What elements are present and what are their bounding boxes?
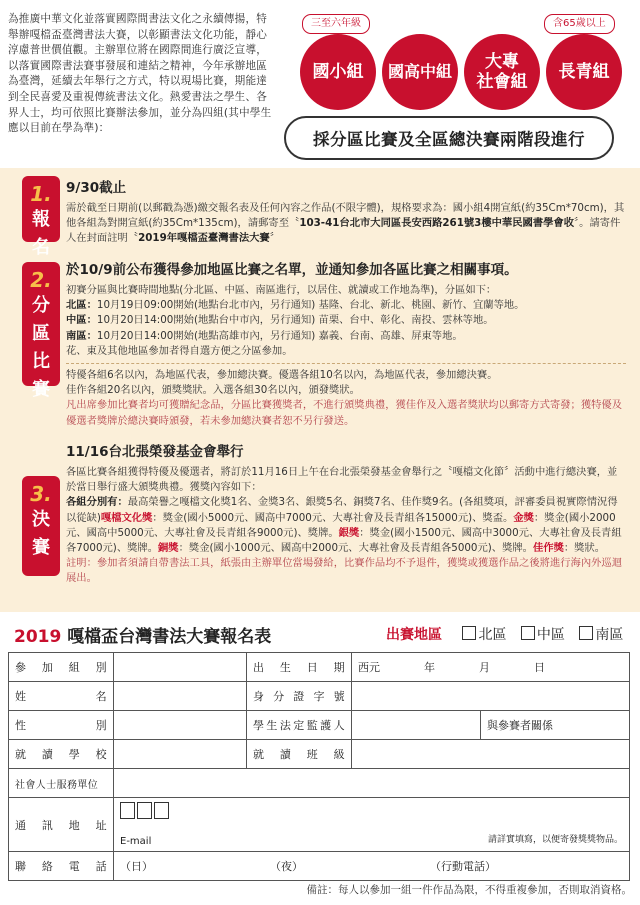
email-label: E-mail bbox=[120, 836, 152, 847]
section-2-char: 賽 bbox=[32, 379, 50, 400]
class-field[interactable] bbox=[352, 740, 630, 769]
section-1-char: 報 bbox=[32, 209, 50, 230]
divider bbox=[66, 363, 626, 364]
section-2-char: 分 bbox=[32, 295, 50, 316]
address-note: 請詳實填寫，以便寄發獎獎物品。 bbox=[487, 835, 623, 845]
field-label-org: 社會人士服務單位 bbox=[9, 769, 114, 798]
group-circles bbox=[292, 14, 632, 110]
section-2-char: 區 bbox=[32, 323, 50, 344]
id-field[interactable] bbox=[352, 682, 630, 711]
group-tag-senior: 含65歲以上 bbox=[544, 14, 615, 34]
region-select bbox=[386, 624, 623, 644]
gender-field[interactable] bbox=[114, 711, 247, 740]
group-senior: 長青組 bbox=[546, 34, 622, 110]
field-label-guardian: 學生法定監護人 bbox=[253, 719, 345, 732]
region-option-north[interactable]: 北區 bbox=[462, 627, 506, 643]
postal-code-boxes[interactable] bbox=[120, 802, 171, 821]
region-option-central[interactable]: 中區 bbox=[521, 627, 565, 643]
section-1-tab: 1. 報 名 bbox=[22, 176, 60, 242]
checkbox-icon bbox=[462, 626, 476, 640]
region-option-south[interactable]: 南區 bbox=[579, 627, 623, 643]
address-field[interactable] bbox=[114, 798, 630, 852]
region-north: 北區：10月19日09:00開始(地點台北市內，另行通知) 基隆、台北、新北、桃園、新竹、宜蘭等地。 bbox=[66, 299, 525, 312]
section-1 bbox=[66, 178, 626, 247]
intro-text: 為推廣中華文化並落實國際間書法文化之永續傳揚，特舉辦嘎檔盃臺灣書法大賽，以彰顯書法文化功能，靜心淳慮普世價值觀。主辦單位將在國際間進行廣泛宣導，以落實國際書法賽事發展和連結之精神，今年承辦地區為臺灣，延續去年舉行之方式，特以現場比賽，期能達到全民喜愛及重視傳統書法文化。熱愛書法之學生、各界人士，均可依照比賽辦法參加，並分為四組(其中學生應以目前在學為準)： bbox=[8, 13, 272, 135]
field-label-school: 就讀學校 bbox=[15, 748, 107, 761]
form-title: 2019 嘎檔盃台灣書法大賽報名表 bbox=[14, 627, 272, 647]
school-field[interactable] bbox=[114, 740, 247, 769]
section-3-note: 註明：參加者須請自帶書法工具，紙張由主辦單位當場發給，比賽作品均不予退件，獲獎或獲選作品之後將進行海內外巡迴展出。 bbox=[66, 557, 623, 585]
field-label-group: 參加組別 bbox=[15, 661, 107, 674]
group-tag-primary: 三至六年級 bbox=[302, 14, 370, 34]
stage-banner: 採分區比賽及全區總決賽兩階段進行 bbox=[284, 116, 614, 160]
field-label-address: 通訊地址 bbox=[15, 818, 107, 832]
field-label-name: 姓名 bbox=[15, 690, 107, 703]
section-3-char: 賽 bbox=[32, 537, 50, 558]
envelope-mark: 2019年嘎檔盃臺灣書法大賽 bbox=[138, 232, 270, 245]
field-label-relation: 與參賽者關係 bbox=[487, 719, 553, 732]
checkbox-icon bbox=[521, 626, 535, 640]
region-label: 出賽地區 bbox=[386, 627, 442, 643]
section-2-char: 比 bbox=[32, 351, 50, 372]
region-central: 中區：10月20日14:00開始(地點台中市內，另行通知) 苗栗、台中、彰化、南投、雲林等地。 bbox=[66, 314, 494, 327]
section-3: 11/16台北張榮發基金會舉行 各區比賽各組獲得特優及優選者，將訂於11月16日上午在台北張榮發基金會舉行之〝嘎檔文化節〞活動中進行總決賽，並於當日舉行盛大頒獎典禮。獲獎內容如下： 各組分別有：最高榮譽之嘎檔文化獎1名、金獎3名、銀獎5名、銅獎7名、佳作獎9名。(各組獎項，評審委員視實際情況得以從缺)嘎檔文化獎：獎金(國小5000元、國高中7000元、大專社會及長青組各15000元)、獎盃。金獎：獎金(國小2000元、國高中5000元、大專社會及長青組各9000元)、獎牌。銀獎：獎金(國小1500元、國高中3000元、大專社會及長青組各7000元)、獎牌。銅獎：獎金(國小1000元、國高中2000元、大專社會及長青組各5000元)、獎牌。佳作獎：獎狀。 註明：參加者須請自帶書法工具，紙張由主辦單位當場發給，比賽作品均不予退件，獲獎或獲選作品之後將進行海內外巡迴展出。 bbox=[66, 442, 626, 587]
section-2: 於10/9前公布獲得參加地區比賽之名單，並通知參加各區比賽之相關事項。 初賽分區與比賽時間地點(分北區、中區、南區進行，以居住、就讀或工作地為準)，分區如下： 北區：10月19日09:00開始(地點台北市內，另行通知) 基隆、台北、新北、桃園、新竹、宜蘭等地。 中區：10月20日14:00開始(地點台中市內，另行通知) 苗栗、台中、彰化、南投、雲林等地。 南區：10月20日14:00開始(地點高雄市內，另行通知) 嘉義、台南、高雄、屏東等地。 花、東及其他地區參加者得自選方便之分區參加。 特優各組6名以內，為地區代表，參加總決賽。優選各組10名以內，為地區代表，參加總決賽。 佳作各組20名以內，頒獎獎狀。入選各組30名以內，頒發獎狀。 凡出席參加比賽者均可獲贈紀念品，分區比賽獲獎者，不進行頒獎典禮，獲佳作及入選者獎狀均以郵寄方式寄發；獲特優及優選者獎牌於總決賽時頒發，若未參加總決賽者恕不另行發送。 bbox=[66, 260, 626, 429]
prize-list: 各組分別有：最高榮譽之嘎檔文化獎1名、金獎3名、銀獎5名、銅獎7名、佳作獎9名。(各組獎項，評審委員視實際情況得以從缺)嘎檔文化獎：獎金(國小5000元、國高中7000元、大專社會及長青組各15000元)、獎盃。金獎：獎金(國小2000元、國高中5000元、大專社會及長青組各9000元)、獎牌。銀獎：獎金(國小1500元、國高中3000元、大專社會及長青組各7000元)、獎牌。銅獎：獎金(國小1000元、國高中2000元、大專社會及長青組各5000元)、獎牌。佳作獎：獎狀。 bbox=[66, 496, 622, 555]
section-1-heading: 9/30截止 bbox=[66, 180, 127, 196]
mailing-address: 103-41台北市大同區長安西路261號3樓中華民國書學會收 bbox=[299, 217, 575, 230]
group-primary: 國小組 bbox=[300, 34, 376, 110]
field-label-phone: 聯絡電話 bbox=[15, 860, 107, 873]
field-label-class: 就讀班級 bbox=[253, 748, 345, 761]
name-field[interactable] bbox=[114, 682, 247, 711]
group-field[interactable] bbox=[114, 653, 247, 682]
section-3-tab: 3. 決 賽 bbox=[22, 476, 60, 576]
checkbox-icon bbox=[579, 626, 593, 640]
section-1-char: 名 bbox=[32, 237, 50, 258]
section-2-tab: 2. 分 區 比 賽 bbox=[22, 262, 60, 386]
section-2-note: 凡出席參加比賽者均可獲贈紀念品，分區比賽獲獎者，不進行頒獎典禮，獲佳作及入選者獎狀均以郵寄方式寄發；獲特優及優選者獎牌於總決賽時頒發，若未參加總決賽者恕不另行發送。 bbox=[66, 399, 623, 427]
field-label-gender: 性別 bbox=[15, 719, 107, 732]
section-3-char: 決 bbox=[32, 509, 50, 530]
group-secondary: 國高中組 bbox=[382, 34, 458, 110]
field-label-id: 身分證字號 bbox=[253, 690, 345, 703]
field-label-birth: 出生日期 bbox=[253, 661, 345, 674]
registration-form bbox=[8, 652, 630, 881]
birth-field[interactable]: 西元 年 月 日 bbox=[352, 653, 630, 682]
region-south: 南區：10月20日14:00開始(地點高雄市內，另行通知) 嘉義、台南、高雄、屏東等地。 bbox=[66, 329, 463, 342]
section-1-body: 需於截至日期前(以郵戳為憑)繳交報名表及任何內容之作品(不限字體)，規格要求為：國小組4開宣紙(約35Cm*70cm)，其他各組為對開宣紙(約35Cm*135cm)，請郵寄至〝103-41台北市大同區長安西路261號3樓中華民國書學會收〞。請寄件人在封面註明〝2019年嘎檔盃臺灣書法大賽〞 bbox=[66, 202, 625, 245]
footnote: 備註：每人以參加一組一件作品為限，不得重複參加，否則取消資格。 bbox=[306, 884, 632, 896]
section-2-heading: 於10/9前公布獲得參加地區比賽之名單，並通知參加各區比賽之相關事項。 bbox=[66, 262, 518, 278]
group-college: 大專 社會組 bbox=[464, 34, 540, 110]
guardian-field[interactable] bbox=[352, 711, 481, 740]
section-3-heading: 11/16台北張榮發基金會舉行 bbox=[66, 444, 244, 460]
phone-field[interactable]: （日） （夜） （行動電話） bbox=[114, 852, 630, 881]
org-field[interactable] bbox=[114, 769, 630, 798]
